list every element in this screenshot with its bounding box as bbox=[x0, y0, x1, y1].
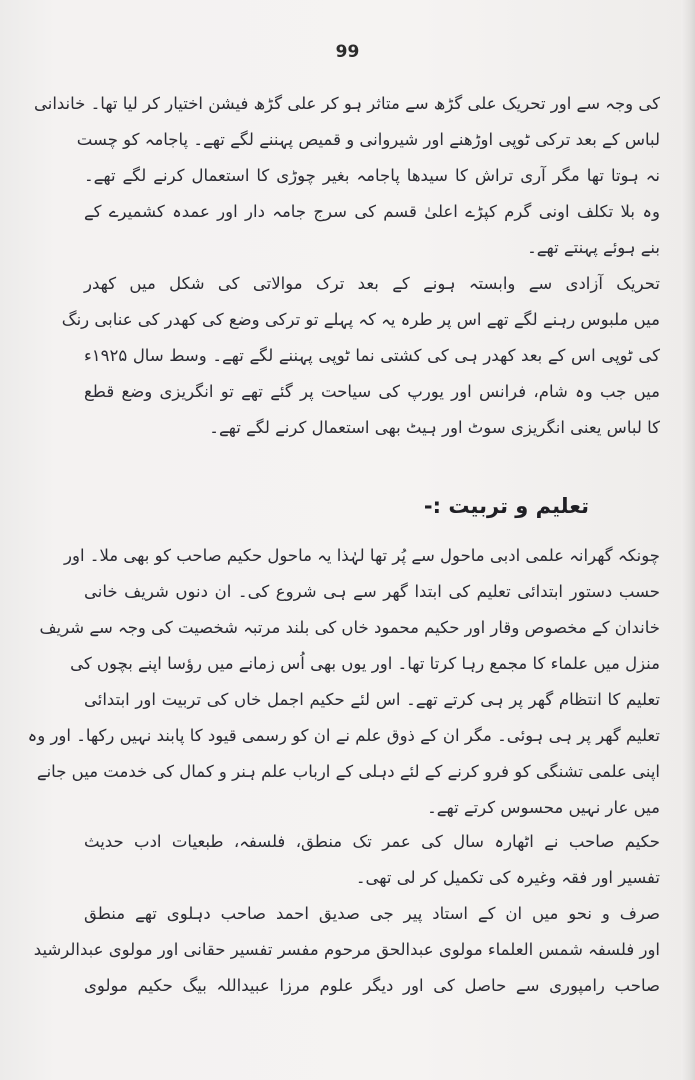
text-line: تعلیم گھر پر ہی ہوئی۔ مگر ان کے ذوق علم نے ان کو رسمی قیود کا پابند نہیں رکھا۔ اور وہ bbox=[27, 726, 660, 745]
paragraph-subjects bbox=[84, 824, 660, 896]
text-line: لباس کے بعد ترکی ٹوپی اوڑھنے اور شیروانی و قمیص پہننے لگے تھے۔ پاجامہ کو چست bbox=[76, 130, 660, 149]
paragraph-teachers bbox=[33, 896, 660, 1004]
text-line: تعلیم کا انتظام گھر پر ہی کرتے تھے۔ اس لئے حکیم اجمل خاں کی تربیت اور ابتدائی bbox=[84, 690, 660, 709]
text-line: تفسیر اور فقہ وغیرہ کی تکمیل کر لی تھی۔ bbox=[355, 868, 660, 887]
page-edge bbox=[681, 0, 695, 1080]
text-line: کی ٹوپی اس کے بعد کھدر ہی کی کشتی نما ٹوپی پہننے لگے تھے۔ وسط سال ۱۹۲۵ء bbox=[84, 346, 660, 365]
paragraph-education bbox=[27, 538, 660, 826]
text-line: میں جب وہ شام، فرانس اور یورپ کی سیاحت پر گئے تھے تو انگریزی وضع قطع bbox=[84, 382, 660, 401]
section-heading: تعلیم و تربیت :- bbox=[423, 494, 589, 518]
text-line: کا لباس یعنی انگریزی سوٹ اور ہیٹ بھی استعمال کرنے لگے تھے۔ bbox=[209, 418, 660, 437]
text-line: حکیم صاحب نے اٹھارہ سال کی عمر تک منطق، فلسفہ، طبعیات ادب حدیث bbox=[84, 832, 660, 851]
text-line: تحریک آزادی سے وابستہ ہونے کے بعد ترک موالاتی کی شکل میں کھدر bbox=[84, 274, 660, 293]
page-number: 99 bbox=[335, 42, 360, 62]
text-line: میں ملبوس رہنے لگے تھے اس پر طرہ یہ کہ پہلے تو ترکی وضع کی کھدر کی عنابی رنگ bbox=[61, 310, 660, 329]
text-line: صاحب رامپوری سے حاصل کی اور دیگر علوم مرزا عبیداللہ بیگ حکیم مولوی bbox=[84, 976, 660, 995]
text-line: بنے ہوئے پہنتے تھے۔ bbox=[527, 238, 660, 257]
text-line: وہ بلا تکلف اونی گرم کپڑے اعلیٰ قسم کی سرج جامہ دار اور عمدہ کشمیرے کے bbox=[84, 202, 660, 221]
text-line: چونکہ گھرانہ علمی ادبی ماحول سے پُر تھا لہٰذا یہ ماحول حکیم صاحب کو بھی ملا۔ اور bbox=[64, 546, 660, 565]
text-line: نہ ہوتا تھا مگر آری تراش کا سیدھا پاجامہ بغیر چوڑی کا استعمال کرنے لگے تھے۔ bbox=[84, 166, 660, 185]
text-line: صرف و نحو میں ان کے استاد پیر جی صدیق احمد صاحب دہلوی تھے منطق bbox=[84, 904, 660, 923]
text-line: کی وجہ سے اور تحریک علی گڑھ سے متاثر ہو کر علی گڑھ فیشن اختیار کر لیا تھا۔ خاندانی bbox=[33, 94, 660, 113]
paragraph-freedom-movement bbox=[61, 266, 660, 446]
text-line: اپنی علمی تشنگی کو فرو کرنے کے لئے دہلی کے ارباب علم ہنر و کمال کی خدمت میں جانے bbox=[36, 762, 660, 781]
text-line: حسب دستور ابتدائی تعلیم کی ابتدا گھر سے ہی شروع کی۔ ان دنوں شریف خانی bbox=[84, 582, 660, 601]
text-line: منزل میں علماء کا مجمع رہا کرتا تھا۔ اور یوں بھی اُس زمانے میں رؤسا اپنے بچوں کی bbox=[70, 654, 660, 673]
text-line: میں عار نہیں محسوس کرتے تھے۔ bbox=[427, 798, 660, 817]
text-line: اور فلسفہ شمس العلماء مولوی عبدالحق مرحوم مفسر تفسیر حقانی اور مولوی عبدالرشید bbox=[33, 940, 660, 959]
paragraph-attire bbox=[33, 86, 660, 266]
text-line: خاندان کے مخصوص وقار اور حکیم محمود خاں کی بلند مرتبہ شخصیت کی وجہ سے شریف bbox=[39, 618, 660, 637]
